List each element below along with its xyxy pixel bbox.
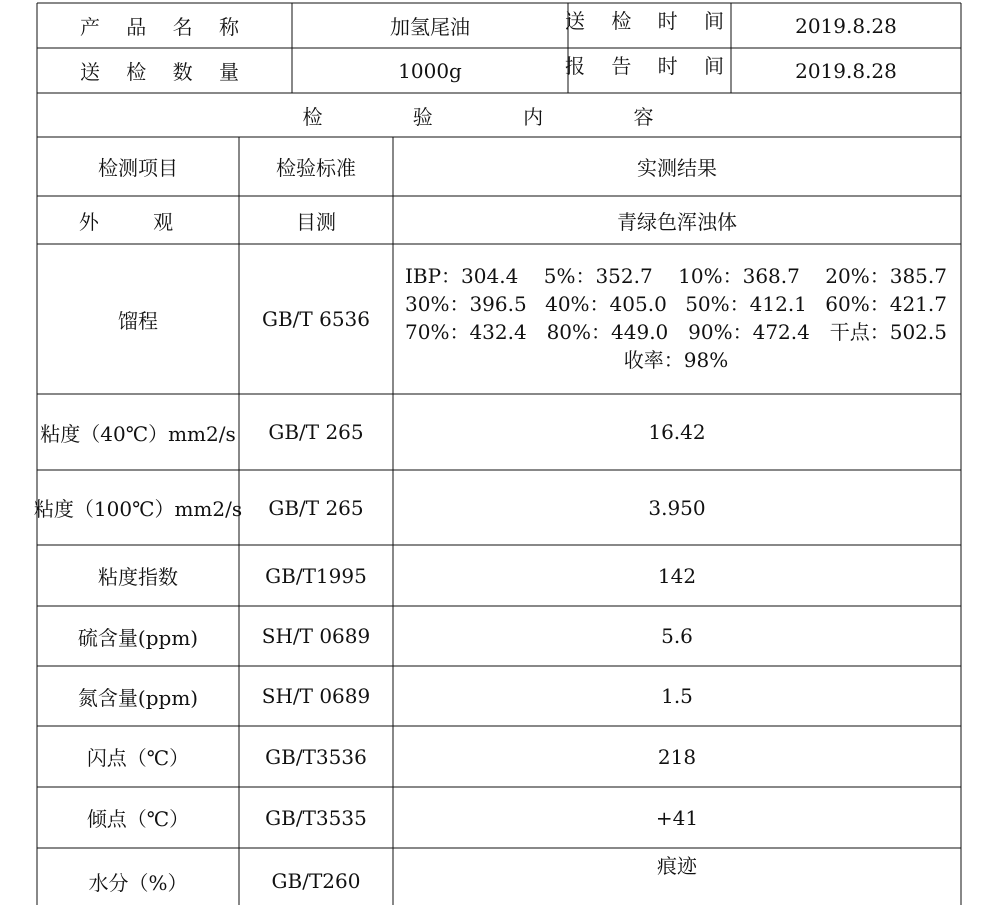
item-water: 水分（%） (88, 870, 188, 895)
standard-flash-point: GB/T3536 (265, 744, 367, 769)
distillation-point: 30%：396.5 (405, 292, 527, 316)
item-viscosity-100: 粘度（100℃）mm2/s (33, 497, 243, 521)
quantity-value: 1000g (398, 58, 462, 83)
item-flash-point: 闪点（℃） (86, 746, 190, 770)
result-flash-point: 218 (657, 744, 697, 769)
section-title: 检 验 内 容 (302, 104, 696, 129)
item-viscosity-40: 粘度（40℃）mm2/s (40, 421, 236, 446)
send-time-value: 2019.8.28 (795, 13, 897, 38)
result-distillation (393, 244, 961, 394)
result-sulfur: 5.6 (661, 624, 693, 648)
distillation-point: IBP：304.4 (405, 264, 519, 288)
send-time-label: 送 检 时 间 (564, 9, 735, 33)
distillation-point: 90%：472.4 (688, 320, 810, 344)
column-header-item: 检测项目 (98, 156, 178, 180)
distillation-point: 50%：412.1 (685, 292, 807, 316)
standard-nitrogen: SH/T 0689 (261, 684, 371, 708)
distillation-line (405, 290, 947, 318)
column-header-standard: 检验标准 (276, 156, 356, 180)
distillation-point: 5%：352.7 (543, 264, 653, 288)
result-viscosity-100: 3.950 (648, 495, 706, 520)
item-appearance: 外 观 (78, 209, 198, 234)
standard-viscosity-100: GB/T 265 (268, 495, 364, 520)
item-sulfur: 硫含量(ppm) (77, 625, 199, 650)
standard-appearance: 目测 (296, 209, 336, 234)
result-viscosity-40: 16.42 (648, 420, 706, 444)
result-pour-point: +41 (655, 805, 699, 830)
distillation-point: 10%：368.7 (678, 264, 800, 288)
result-appearance: 青绿色浑浊体 (617, 209, 737, 234)
item-viscosity-index: 粘度指数 (98, 565, 178, 589)
result-viscosity-index: 142 (657, 563, 697, 588)
standard-viscosity-40: GB/T 265 (268, 420, 364, 444)
report-time-value: 2019.8.28 (795, 58, 897, 83)
standard-pour-point: GB/T3535 (265, 805, 367, 830)
item-distillation: 馏程 (118, 308, 158, 333)
product-name-label: 产 品 名 称 (79, 15, 250, 39)
distillation-yield: 收率：98% (623, 348, 729, 372)
distillation-line (405, 262, 947, 290)
column-header-result: 实测结果 (637, 156, 717, 180)
distillation-point: 干点：502.5 (829, 320, 947, 344)
distillation-point: 60%：421.7 (825, 292, 947, 316)
distillation-point: 70%：432.4 (405, 320, 527, 344)
item-pour-point: 倾点（℃） (86, 807, 190, 831)
standard-sulfur: SH/T 0689 (261, 624, 371, 648)
distillation-point: 80%：449.0 (546, 320, 669, 344)
item-nitrogen: 氮含量(ppm) (77, 685, 199, 710)
report-time-label: 报 告 时 间 (564, 54, 735, 78)
result-water: 痕迹 (657, 854, 697, 878)
product-name-value: 加氢尾油 (390, 15, 470, 39)
result-nitrogen: 1.5 (661, 684, 693, 708)
standard-viscosity-index: GB/T1995 (265, 563, 367, 588)
distillation-line (405, 318, 947, 346)
quantity-label: 送 检 数 量 (79, 60, 250, 84)
standard-distillation: GB/T 6536 (261, 307, 370, 331)
standard-water: GB/T260 (271, 869, 361, 893)
distillation-point: 40%：405.0 (545, 292, 667, 316)
distillation-point: 20%：385.7 (825, 264, 947, 288)
